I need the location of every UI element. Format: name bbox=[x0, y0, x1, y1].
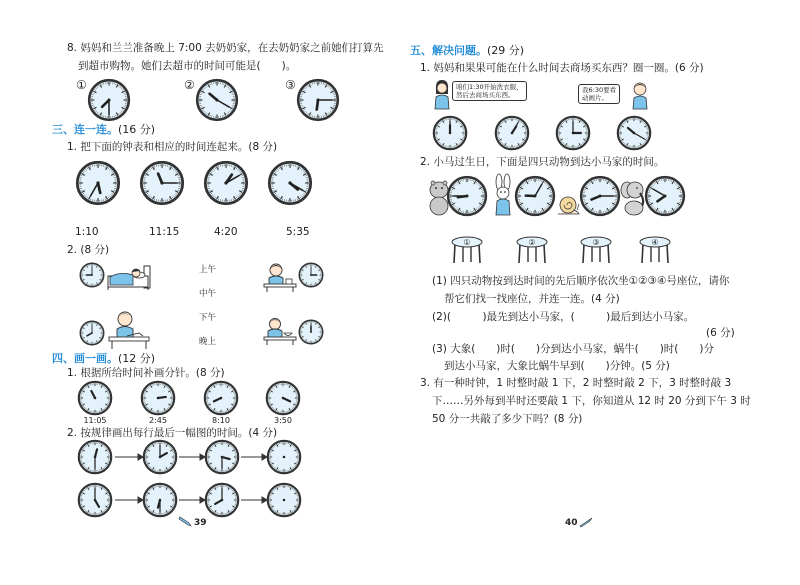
s3-q1-clock-1 bbox=[75, 160, 121, 206]
s5-q1-clock-4 bbox=[616, 115, 652, 151]
q8-line-1: 8. 妈妈和兰兰准备晚上 7:00 去奶奶家，在去奶奶家之前她们打算先 bbox=[67, 42, 384, 54]
s4-q1-clock-label-2: 2:45 bbox=[149, 416, 167, 425]
studying-child-illustration bbox=[107, 308, 151, 350]
speech-bubble-line: 然后去商场买东西。 bbox=[456, 91, 515, 99]
clock-center-dot bbox=[633, 132, 636, 135]
speech-bubble-line: 动画片。 bbox=[582, 94, 608, 102]
arrow-right-icon bbox=[115, 454, 143, 460]
clock-center-dot bbox=[157, 397, 160, 400]
s5-q2-text: 2. 小马过生日，下面是四只动物到达小马家的时间。 bbox=[420, 156, 665, 168]
s3-q1-time-2: 11:15 bbox=[149, 226, 180, 238]
s3-q1-clock-4 bbox=[267, 160, 313, 206]
section-4-title: 四、画一画。 bbox=[52, 352, 118, 365]
s4-q1-clock-label-3: 8:10 bbox=[212, 416, 230, 425]
s5-q2-sub2-score: (6 分) bbox=[706, 327, 735, 339]
s5-q2-sub3-line-2: 到达小马家，大象比蜗牛早到( )分钟。(5 分) bbox=[444, 360, 670, 372]
s5-q1-clock-1 bbox=[432, 115, 468, 151]
s3-q2-clock-bottom-left bbox=[79, 320, 105, 346]
speech-bubble-mother bbox=[452, 81, 527, 101]
s4-q1-clock-label-4: 3:50 bbox=[274, 416, 292, 425]
child-at-table-illustration bbox=[262, 261, 298, 293]
s5-q3-line-1: 3. 有一种时钟，1 时整时敲 1 下，2 时整时敲 2 下，3 时整时敲 3 bbox=[420, 377, 732, 389]
q8-option-clock-3 bbox=[296, 78, 340, 122]
child-guoguo-illustration bbox=[630, 80, 650, 110]
s5-q2-sub1-line-2: 帮它们找一找座位，并连一连。(4 分) bbox=[444, 293, 620, 305]
s4-q1-clock-3 bbox=[203, 380, 239, 416]
s3-q1-time-4: 5:35 bbox=[286, 226, 310, 238]
s5-q2-sub1-line-1: (1) 四只动物按到达时间的先后顺序依次坐①②③④号座位，请你 bbox=[432, 275, 730, 287]
s4-q2-row2-clock-1 bbox=[77, 482, 113, 518]
clock-center-dot bbox=[466, 195, 469, 198]
s3-q2-clock-bottom-right bbox=[298, 319, 324, 345]
s5-q2-arrival-clock-1 bbox=[446, 175, 488, 217]
s3-q1-clock-2 bbox=[139, 160, 185, 206]
speech-bubble-line: 咱们1:30开始洗衣服， bbox=[456, 83, 523, 91]
page-number-left: 39 bbox=[194, 518, 207, 528]
clock-center-dot bbox=[282, 397, 285, 400]
clock-center-dot bbox=[449, 132, 452, 135]
clock-center-dot bbox=[107, 98, 110, 101]
clock-center-dot bbox=[599, 195, 602, 198]
clock-center-dot bbox=[288, 181, 291, 184]
clock-center-dot bbox=[94, 397, 97, 400]
pencil-icon bbox=[178, 517, 192, 527]
s5-q2-arrival-clock-3 bbox=[579, 175, 621, 217]
q8-option-label-1: ① bbox=[76, 78, 87, 92]
s5-q1-clock-3 bbox=[555, 115, 591, 151]
period-label-noon: 中午 bbox=[199, 289, 217, 299]
s4-q1-clock-label-1: 11:05 bbox=[83, 416, 107, 425]
child-eating-illustration bbox=[262, 316, 298, 346]
s3-q2-clock-top-left bbox=[79, 262, 105, 288]
arrow-right-icon bbox=[241, 454, 267, 460]
period-label-afternoon: 下午 bbox=[199, 313, 217, 323]
s5-q2-sub2: (2)( )最先到达小马家，( )最后到达小马家。 bbox=[432, 311, 695, 323]
clock-center-dot bbox=[310, 274, 312, 276]
pencil-icon bbox=[579, 517, 593, 527]
s4-q2-text: 2. 按规律画出每行最后一幅图的时间。(4 分) bbox=[67, 427, 278, 439]
sleeping-child-illustration bbox=[106, 261, 152, 291]
speech-bubble-line: 我6:30要看 bbox=[582, 86, 617, 94]
seat-number: ① bbox=[463, 238, 471, 247]
clock-center-dot bbox=[220, 397, 223, 400]
s3-q1-text: 1. 把下面的钟表和相应的时间连起来。(8 分) bbox=[67, 141, 278, 153]
clock-center-dot bbox=[91, 332, 93, 334]
q8-line-2: 到超市购物。她们去超市的时间可能是( )。 bbox=[78, 60, 297, 72]
s5-q2-arrival-clock-4 bbox=[644, 175, 686, 217]
clock-center-dot bbox=[96, 181, 99, 184]
s4-q1-clock-1 bbox=[77, 380, 113, 416]
sequence-arrows bbox=[112, 450, 272, 506]
clock-center-dot bbox=[91, 274, 93, 276]
clock-center-dot bbox=[283, 499, 286, 502]
s5-q2-arrival-clock-2 bbox=[514, 175, 556, 217]
section-3-heading bbox=[52, 123, 155, 136]
clock-center-dot bbox=[316, 98, 319, 101]
s4-q2-row1-clock-1 bbox=[77, 439, 113, 475]
s5-q3-line-3: 50 分一共敲了多少下吗？(8 分) bbox=[432, 413, 583, 425]
s5-q1-clock-2 bbox=[494, 115, 530, 151]
section-5-score: (29 分) bbox=[487, 44, 525, 57]
s5-q3-line-2: 下……另外每到半时还要敲 1 下，你知道从 12 时 20 分到下午 3 时 bbox=[432, 395, 751, 407]
clock-center-dot bbox=[94, 456, 97, 459]
clock-center-dot bbox=[511, 132, 514, 135]
arrow-right-icon bbox=[179, 454, 205, 460]
seat-number: ④ bbox=[651, 238, 659, 247]
section-3-title: 三、连一连。 bbox=[52, 123, 118, 136]
clock-center-dot bbox=[283, 456, 286, 459]
clock-center-dot bbox=[224, 181, 227, 184]
s4-q1-clock-2 bbox=[140, 380, 176, 416]
s4-q1-clock-4 bbox=[265, 380, 301, 416]
speech-bubble-child bbox=[578, 84, 620, 104]
clock-center-dot bbox=[94, 499, 97, 502]
s5-q2-sub3-line-1: (3) 大象( )时( )分到达小马家，蜗牛( )时( )分 bbox=[432, 343, 714, 355]
stool-seat-4 bbox=[638, 236, 672, 264]
arrow-right-icon bbox=[179, 497, 205, 503]
page-number-right: 40 bbox=[565, 518, 578, 528]
arrow-right-icon bbox=[115, 497, 143, 503]
rabbit-illustration bbox=[491, 174, 515, 216]
section-4-heading bbox=[52, 352, 155, 365]
section-5-title: 五、解决问题。 bbox=[410, 44, 487, 57]
snail-illustration bbox=[557, 192, 581, 216]
period-label-evening: 晚上 bbox=[199, 337, 217, 347]
s3-q2-clock-top-right bbox=[298, 262, 324, 288]
clock-center-dot bbox=[572, 132, 575, 135]
section-4-score: (12 分) bbox=[118, 352, 156, 365]
clock-center-dot bbox=[160, 181, 163, 184]
period-label-morning: 上午 bbox=[199, 265, 217, 275]
s3-q1-time-1: 1:10 bbox=[75, 226, 99, 238]
clock-center-dot bbox=[310, 331, 312, 333]
stool-seat-3 bbox=[579, 236, 613, 264]
stool-seat-1 bbox=[450, 236, 484, 264]
s4-q1-text: 1. 根据所给时间补画分针。(8 分) bbox=[67, 367, 225, 379]
section-5-heading bbox=[410, 44, 524, 57]
s5-q1-text: 1. 妈妈和果果可能在什么时间去商场买东西？圈一圈。(6 分) bbox=[420, 62, 704, 74]
section-3-score: (16 分) bbox=[118, 123, 156, 136]
clock-center-dot bbox=[664, 195, 667, 198]
mother-illustration bbox=[433, 78, 451, 110]
seat-number: ③ bbox=[592, 238, 600, 247]
clock-center-dot bbox=[215, 98, 218, 101]
s3-q2-text: 2. (8 分) bbox=[67, 244, 110, 256]
q8-option-label-3: ③ bbox=[285, 78, 296, 92]
clock-center-dot bbox=[534, 195, 537, 198]
stool-seat-2 bbox=[515, 236, 549, 264]
q8-option-label-2: ② bbox=[184, 78, 195, 92]
arrow-right-icon bbox=[241, 497, 267, 503]
s3-q1-clock-3 bbox=[203, 160, 249, 206]
s3-q1-time-3: 4:20 bbox=[214, 226, 238, 238]
q8-option-clock-1 bbox=[87, 78, 131, 122]
q8-option-clock-2 bbox=[195, 78, 239, 122]
seat-number: ② bbox=[528, 238, 536, 247]
